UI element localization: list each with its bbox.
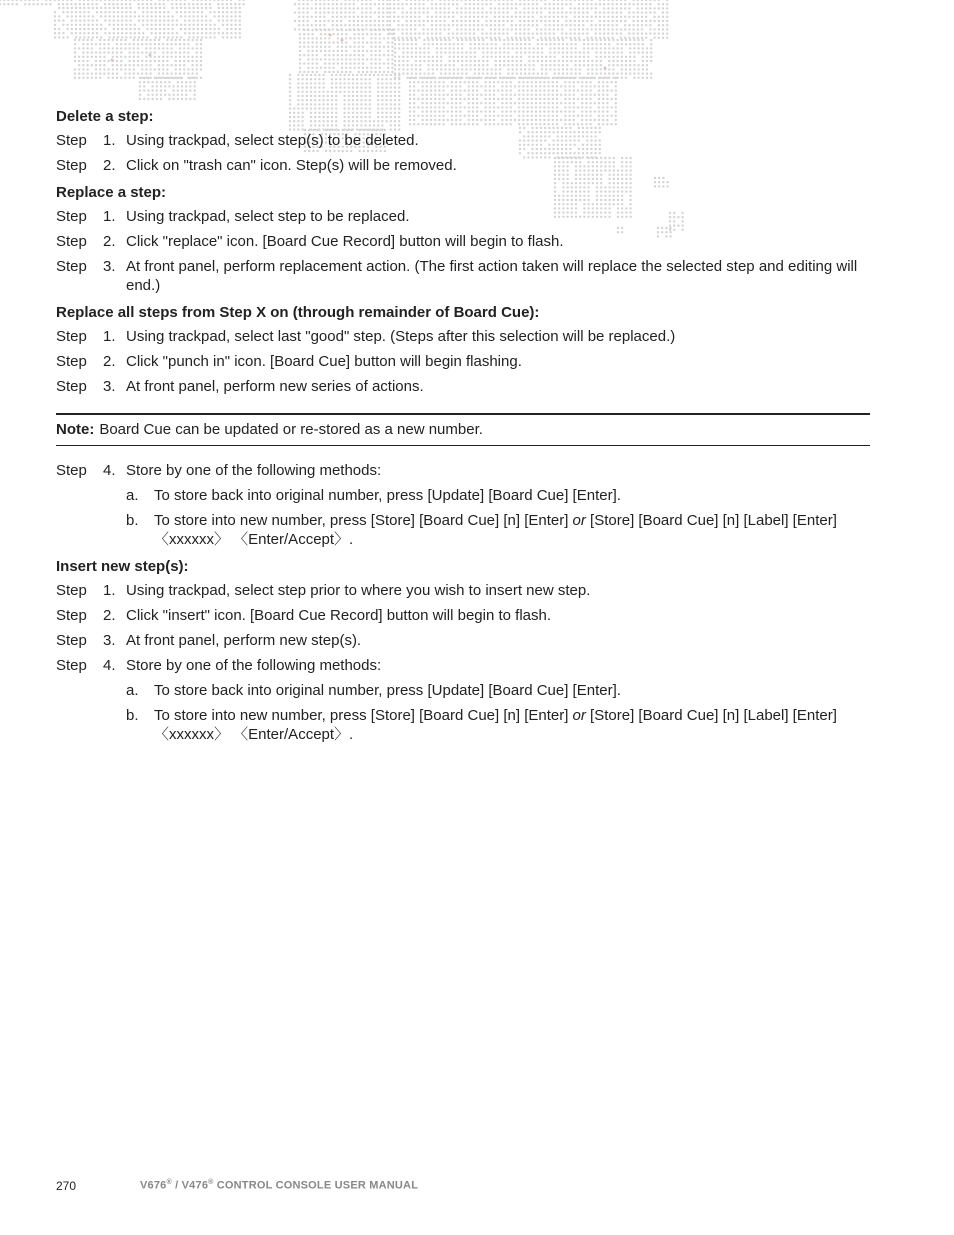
step-text: Click "replace" icon. [Board Cue Record] button will begin to flash. [126, 233, 564, 250]
note-label: Note: [56, 421, 95, 438]
step-number: 4. [103, 462, 116, 479]
sub-step-letter: a. [126, 682, 139, 699]
step-row [56, 606, 870, 625]
sub-step-text [154, 511, 870, 549]
step-number: 1. [103, 582, 116, 599]
step-text: At front panel, perform new series of actions. [126, 378, 424, 395]
sub-step-row [56, 706, 870, 744]
sub-step-text-part: To store into new number, press [Store] [Board Cue] [n] [Enter] [154, 707, 573, 724]
step-label: Step [56, 378, 87, 395]
step-number: 2. [103, 233, 116, 250]
step-text: Click "insert" icon. [Board Cue Record] button will begin to flash. [126, 607, 552, 624]
step-text: Click "punch in" icon. [Board Cue] button will begin flashing. [126, 353, 522, 370]
step-text: Using trackpad, select step prior to where you wish to insert new step. [126, 582, 591, 599]
step-label: Step [56, 233, 87, 250]
section-heading-delete: Delete a step: [56, 108, 154, 125]
manual-title [140, 1179, 418, 1192]
step-label: Step [56, 328, 87, 345]
step-text: Store by one of the following methods: [126, 657, 382, 674]
sub-step-letter: b. [126, 512, 139, 529]
page-footer [56, 1179, 419, 1193]
step-text: Using trackpad, select step to be replaced. [126, 208, 410, 225]
step-row [56, 232, 870, 251]
step-text: At front panel, perform replacement action. (The first action taken will replace the selected step and editing will end.) [126, 258, 858, 294]
step-label: Step [56, 582, 87, 599]
step-row [56, 656, 870, 675]
step-number: 1. [103, 328, 116, 345]
step-number: 3. [103, 378, 116, 395]
sub-step-letter: b. [126, 707, 139, 724]
step-row [56, 131, 870, 150]
step-number: 1. [103, 132, 116, 149]
or-word: or [572, 707, 586, 724]
step-label: Step [56, 607, 87, 624]
section-heading-replace: Replace a step: [56, 184, 167, 201]
step-text: Using trackpad, select last "good" step. (Steps after this selection will be replaced.) [126, 328, 676, 345]
note-text: Board Cue can be updated or re-stored as a new number. [99, 421, 483, 438]
step-label: Step [56, 353, 87, 370]
step-row [56, 377, 870, 396]
sub-step-text-part: To store into new number, press [Store] [Board Cue] [n] [Enter] [154, 512, 573, 529]
page-content [56, 107, 870, 750]
sub-step-text-part: [Store] [Board Cue] [n] [Label] [Enter] 〈xxxxxx〉 〈Enter/Accept〉. [154, 707, 837, 743]
step-row [56, 207, 870, 226]
sub-step-text: To store back into original number, press [Update] [Board Cue] [Enter]. [154, 682, 621, 699]
step-text: At front panel, perform new step(s). [126, 632, 362, 649]
step-row [56, 581, 870, 600]
sub-step-row [56, 511, 870, 549]
step-number: 1. [103, 208, 116, 225]
or-word: or [572, 512, 586, 529]
step-text: Using trackpad, select step(s) to be deleted. [126, 132, 419, 149]
sub-step-text: To store back into original number, press [Update] [Board Cue] [Enter]. [154, 487, 621, 504]
section-heading-replace-all: Replace all steps from Step X on (through remainder of Board Cue): [56, 304, 540, 321]
title-rest: CONTROL CONSOLE USER MANUAL [213, 1179, 419, 1192]
step-number: 2. [103, 607, 116, 624]
step-row [56, 327, 870, 346]
model-name: V476 [181, 1179, 209, 1192]
step-text: Click on "trash can" icon. Step(s) will be removed. [126, 157, 457, 174]
step-label: Step [56, 632, 87, 649]
step-number: 2. [103, 353, 116, 370]
step-label: Step [56, 657, 87, 674]
section-heading-insert: Insert new step(s): [56, 558, 189, 575]
step-label: Step [56, 157, 87, 174]
step-row [56, 631, 870, 650]
note-box [56, 413, 870, 446]
step-number: 3. [103, 258, 116, 275]
sub-step-text [154, 706, 870, 744]
sub-step-row [56, 681, 870, 700]
model-name: V676 [140, 1179, 167, 1192]
step-number: 4. [103, 657, 116, 674]
step-label: Step [56, 132, 87, 149]
title-separator: / [171, 1179, 182, 1192]
step-label: Step [56, 258, 87, 275]
step-number: 3. [103, 632, 116, 649]
sub-step-row [56, 486, 870, 505]
step-row [56, 352, 870, 371]
registered-mark: ® [208, 1179, 214, 1186]
page-number: 270 [56, 1179, 77, 1193]
registered-mark: ® [166, 1179, 172, 1186]
sub-step-letter: a. [126, 487, 139, 504]
step-row [56, 156, 870, 175]
step-text: Store by one of the following methods: [126, 462, 382, 479]
step-label: Step [56, 208, 87, 225]
step-number: 2. [103, 157, 116, 174]
sub-step-text-part: [Store] [Board Cue] [n] [Label] [Enter] 〈xxxxxx〉 〈Enter/Accept〉. [154, 512, 837, 548]
step-row [56, 461, 870, 480]
step-label: Step [56, 462, 87, 479]
step-row [56, 257, 870, 295]
